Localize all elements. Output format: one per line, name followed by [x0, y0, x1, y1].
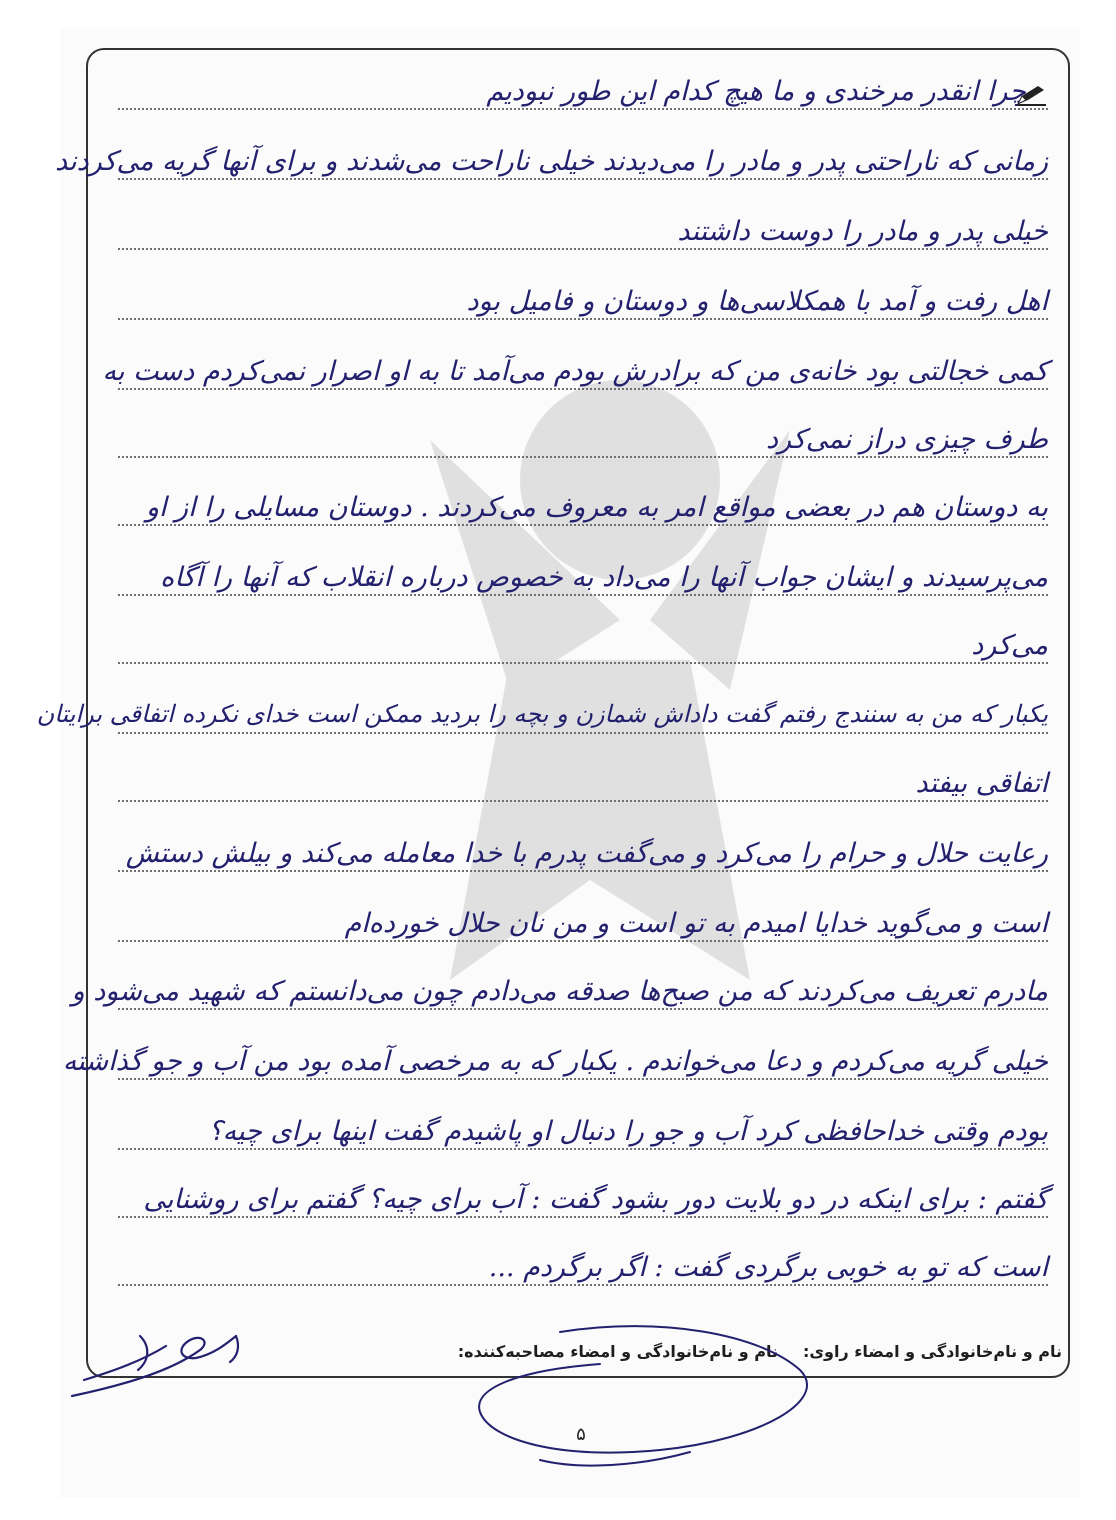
handwritten-line: بودم وقتی خداحافظی کرد آب و جو را دنبال او پاشیدم گفت اینها برای چیه؟ — [208, 1116, 1048, 1147]
handwritten-line: است که تو به خوبی برگردی گفت : اگر برگردم ... — [488, 1252, 1048, 1283]
handwritten-line: خیلی پدر و مادر را دوست داشتند — [677, 216, 1048, 247]
handwritten-line: طرف چیزی دراز نمی‌کرد — [766, 424, 1048, 455]
handwritten-line: خیلی گریه می‌کردم و دعا می‌خواندم . یکبار که به مرخصی آمده بود من آب و جو گذاشته — [62, 1046, 1048, 1077]
handwritten-line: یکبار که من به سنندج رفتم گفت داداش شمازن و بچه را بردید ممکن است خدای نکرده اتفاقی برایتان — [36, 700, 1048, 728]
handwritten-line: می‌کرد — [971, 630, 1048, 661]
handwritten-line: مادرم تعریف می‌کردند که من صبح‌ها صدقه می‌دادم چون می‌دانستم که شهید می‌شود و — [71, 976, 1048, 1007]
handwritten-line: گفتم : برای اینکه در دو بلایت دور بشود گفت : آب برای چیه؟ گفتم برای روشنایی — [143, 1184, 1048, 1215]
handwritten-line: می‌پرسیدند و ایشان جواب آنها را می‌داد به خصوص درباره انقلاب که آنها را آگاه — [160, 562, 1048, 593]
handwritten-line: اتفاقی بیفتد — [915, 768, 1048, 799]
page-number: ۵ — [576, 1424, 586, 1445]
interviewer-signature-label: نام و نام‌خانوادگی و امضاء مصاحبه‌کننده: — [457, 1342, 778, 1361]
narrator-signature-label: نام و نام‌خانوادگی و امضاء راوی: — [802, 1342, 1062, 1361]
interviewer-signature — [479, 1326, 807, 1465]
handwritten-line: کمی خجالتی بود خانه‌ی من که برادرش بودم می‌آمد تا به او اصرار نمی‌کردم دست به — [102, 356, 1048, 387]
narrator-signature — [72, 1336, 238, 1396]
handwritten-line: است و می‌گوید خدایا امیدم به تو است و من نان حلال خورده‌ام — [344, 908, 1048, 939]
handwritten-line: زمانی که ناراحتی پدر و مادر را می‌دیدند خیلی ناراحت می‌شدند و برای آنها گریه می‌کردند — [54, 146, 1048, 177]
handwritten-line: به دوستان هم در بعضی مواقع امر به معروف می‌کردند . دوستان مسایلی را از او — [145, 492, 1048, 523]
handwritten-line: چرا انقدر مرخندی و ما هیچ کدام این طور نبودیم — [486, 76, 1026, 107]
handwritten-line: اهل رفت و آمد با همکلاسی‌ها و دوستان و فامیل بود — [466, 286, 1048, 317]
handwritten-line: رعایت حلال و حرام را می‌کرد و می‌گفت پدرم با خدا معامله می‌کند و بیلش دستش — [125, 838, 1048, 869]
